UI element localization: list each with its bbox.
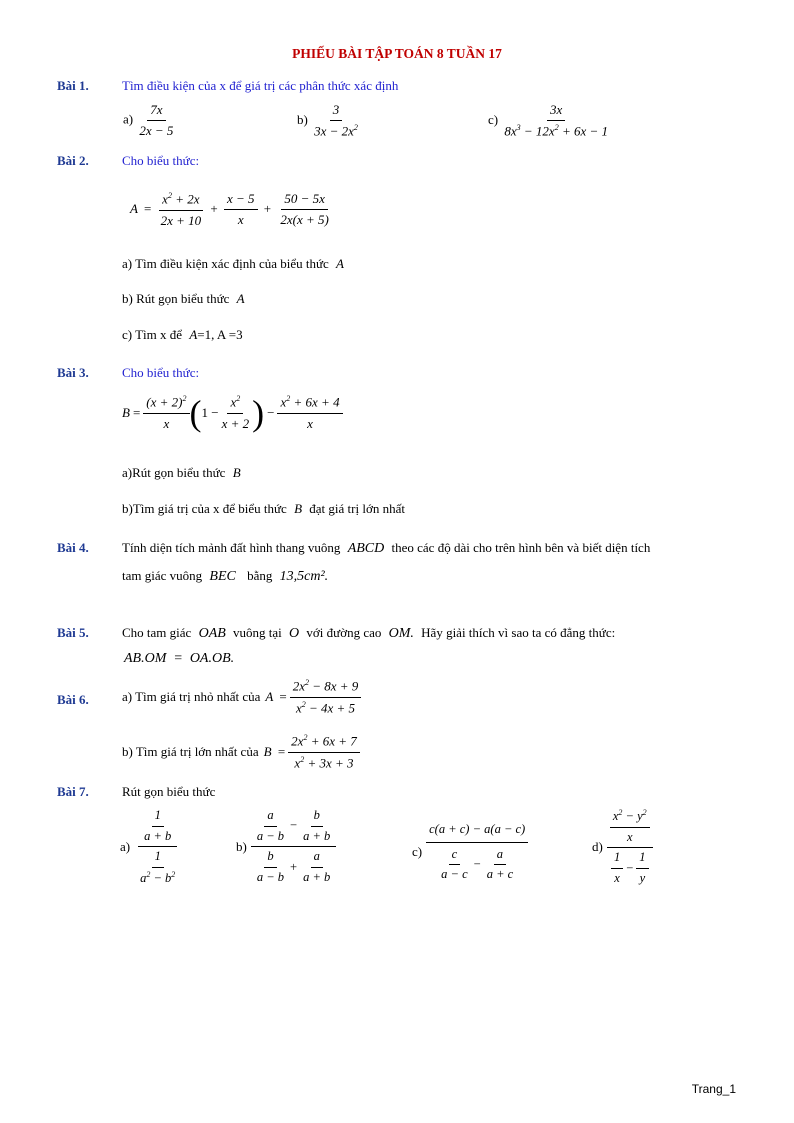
page-number: Trang_1 bbox=[691, 1082, 736, 1096]
question-text: a) Tìm điều kiện xác định của biểu thức bbox=[122, 256, 329, 271]
fraction: $\frac{3x}{8x^3 - 12x^2 + 6x - 1}$ bbox=[504, 102, 609, 139]
question-text: đạt giá trị lớn nhất bbox=[309, 501, 405, 516]
shape-name: ABCD bbox=[347, 541, 385, 556]
compound-fraction: $\frac{\frac{1}{a + b}}{\frac{1}{a^2 - b^2}}$ bbox=[140, 808, 176, 886]
exercise-5-equation: AB.OM = OA.OB. bbox=[124, 651, 235, 666]
fraction: $\frac{50 - 5x}{2x(x + 5)}$ bbox=[280, 191, 329, 228]
compound-fraction: $\frac{x^2 - y^2}{x}$ $\frac{1}{x}$ − $\frac{1}{y}$ bbox=[607, 808, 653, 887]
question-text: a)Rút gọn biểu thức bbox=[122, 465, 226, 480]
fraction: $\frac{x^2 + 6x + 4}{x}$ bbox=[277, 394, 342, 432]
exercise-4-label: Bài 4. bbox=[57, 540, 89, 555]
item-label: b) bbox=[236, 838, 247, 854]
compound-fraction: $\frac{a}{a - b}$ − $\frac{b}{a + b}$ $\frac{b}{a - b}$ + $\frac{a}{a + b}$ bbox=[251, 808, 336, 886]
item-label: b) bbox=[297, 111, 308, 127]
right-paren: ) bbox=[252, 392, 265, 433]
question-text: bằng bbox=[247, 568, 273, 583]
fraction: $\frac{(x + 2)^2}{x}$ bbox=[143, 394, 189, 432]
exercise-1-text: Tìm điều kiện của x để giá trị các phân thức xác định bbox=[122, 78, 399, 93]
question-text: vuông tại bbox=[233, 625, 282, 640]
exercise-7-text: Rút gọn biểu thức bbox=[122, 784, 216, 799]
question-text: theo các độ dài cho trên hình bên và biết diện tích bbox=[391, 540, 651, 555]
exercise-1-a bbox=[123, 102, 176, 140]
fraction: $\frac{x^2 + 2x}{2x + 10}$ bbox=[160, 191, 202, 228]
exercise-2-text: Cho biểu thức: bbox=[122, 153, 200, 168]
exercise-1-c bbox=[488, 102, 611, 140]
exercise-5-label: Bài 5. bbox=[57, 625, 89, 640]
item-label: c) bbox=[412, 844, 423, 860]
exercise-2-label: Bài 2. bbox=[57, 153, 89, 168]
question-text: b) Tìm giá trị lớn nhất của bbox=[122, 744, 259, 760]
segment-name: OM. bbox=[388, 626, 414, 641]
variable: A bbox=[189, 327, 198, 342]
item-label: c) bbox=[488, 111, 499, 127]
exercise-4-line1 bbox=[122, 540, 650, 557]
exercise-3-text: Cho biểu thức: bbox=[122, 365, 200, 380]
expression-a: A = $\frac{x^2 + 2x}{2x + 10}$ + $\frac{x - 5}{x}$ + $\frac{50 - 5x}{2x(x + 5)}$ bbox=[130, 191, 332, 229]
variable: B bbox=[232, 465, 241, 480]
expression-b: B = $\frac{(x + 2)^2}{x}$ ( 1 − $\frac{x^2}{x + 2}$ ) − $\frac{x^2 + 6x + 4}{x}$ bbox=[122, 394, 343, 432]
shape-name: OAB bbox=[198, 626, 226, 641]
question-text: Tính diện tích mảnh đất hình thang vuông bbox=[122, 540, 341, 555]
exercise-1-label: Bài 1. bbox=[57, 78, 89, 93]
exercise-7-label: Bài 7. bbox=[57, 784, 89, 799]
exercise-3-label: Bài 3. bbox=[57, 365, 89, 380]
exercise-2-c bbox=[122, 327, 243, 343]
fraction: $\frac{2x^2 + 6x + 7}{x^2 + 3x + 3}$ bbox=[288, 733, 360, 771]
exercise-7-c bbox=[412, 822, 528, 883]
exercise-6-label: Bài 6. bbox=[57, 692, 89, 707]
variable: B bbox=[294, 501, 303, 516]
fraction: $\frac{x - 5}{x}$ bbox=[224, 191, 258, 229]
point-name: O bbox=[289, 626, 300, 641]
exercise-7-b bbox=[236, 808, 336, 886]
variable: A bbox=[336, 256, 344, 271]
fraction: $\frac{3}{3x - 2x^2}$ bbox=[314, 102, 358, 139]
exercise-3-a bbox=[122, 465, 241, 481]
exercise-4-line2 bbox=[122, 568, 328, 585]
question-text: Cho tam giác bbox=[122, 625, 192, 640]
exercise-1-b bbox=[297, 102, 361, 140]
condition: =1, A =3 bbox=[197, 327, 243, 342]
fraction: $\frac{2x^2 - 8x + 9}{x^2 - 4x + 5}$ bbox=[290, 678, 362, 716]
left-paren: ( bbox=[189, 392, 202, 433]
question-text: b) Rút gọn biểu thức bbox=[122, 291, 230, 306]
shape-name: BEC bbox=[209, 569, 236, 584]
exercise-7-d bbox=[592, 808, 653, 887]
exercise-3-b bbox=[122, 501, 405, 517]
exercise-7-a bbox=[120, 808, 181, 887]
question-text: a) Tìm giá trị nhỏ nhất của bbox=[122, 689, 261, 705]
fraction: $\frac{7x}{2x - 5}$ bbox=[139, 102, 174, 139]
question-text: Hãy giải thích vì sao ta có đẳng thức: bbox=[421, 625, 616, 640]
area-value: 13,5cm². bbox=[279, 569, 329, 584]
item-label: a) bbox=[123, 111, 134, 127]
question-text: b)Tìm giá trị của x để biểu thức bbox=[122, 501, 287, 516]
variable: A bbox=[236, 291, 245, 306]
exercise-6-a: a) Tìm giá trị nhỏ nhất của A = $\frac{2x^2 - 8x + 9}{x^2 - 4x + 5}$ bbox=[122, 678, 361, 716]
item-label: d) bbox=[592, 839, 603, 855]
exercise-2-b bbox=[122, 291, 245, 307]
question-text: c) Tìm x để bbox=[122, 327, 183, 342]
exercise-5-line1 bbox=[122, 625, 615, 642]
question-text: tam giác vuông bbox=[122, 568, 203, 583]
fraction: $\frac{x^2}{x + 2}$ bbox=[221, 394, 250, 431]
compound-fraction: c(a + c) − a(a − c) $\frac{c}{a - c}$ − $\frac{a}{a + c}$ bbox=[426, 822, 528, 883]
exercise-6-b: b) Tìm giá trị lớn nhất của B = $\frac{2x^2 + 6x + 7}{x^2 + 3x + 3}$ bbox=[122, 733, 360, 771]
page-title: PHIẾU BÀI TẬP TOÁN 8 TUẦN 17 bbox=[292, 46, 502, 61]
question-text: với đường cao bbox=[306, 625, 382, 640]
item-label: a) bbox=[120, 839, 131, 855]
exercise-2-a bbox=[122, 256, 344, 272]
